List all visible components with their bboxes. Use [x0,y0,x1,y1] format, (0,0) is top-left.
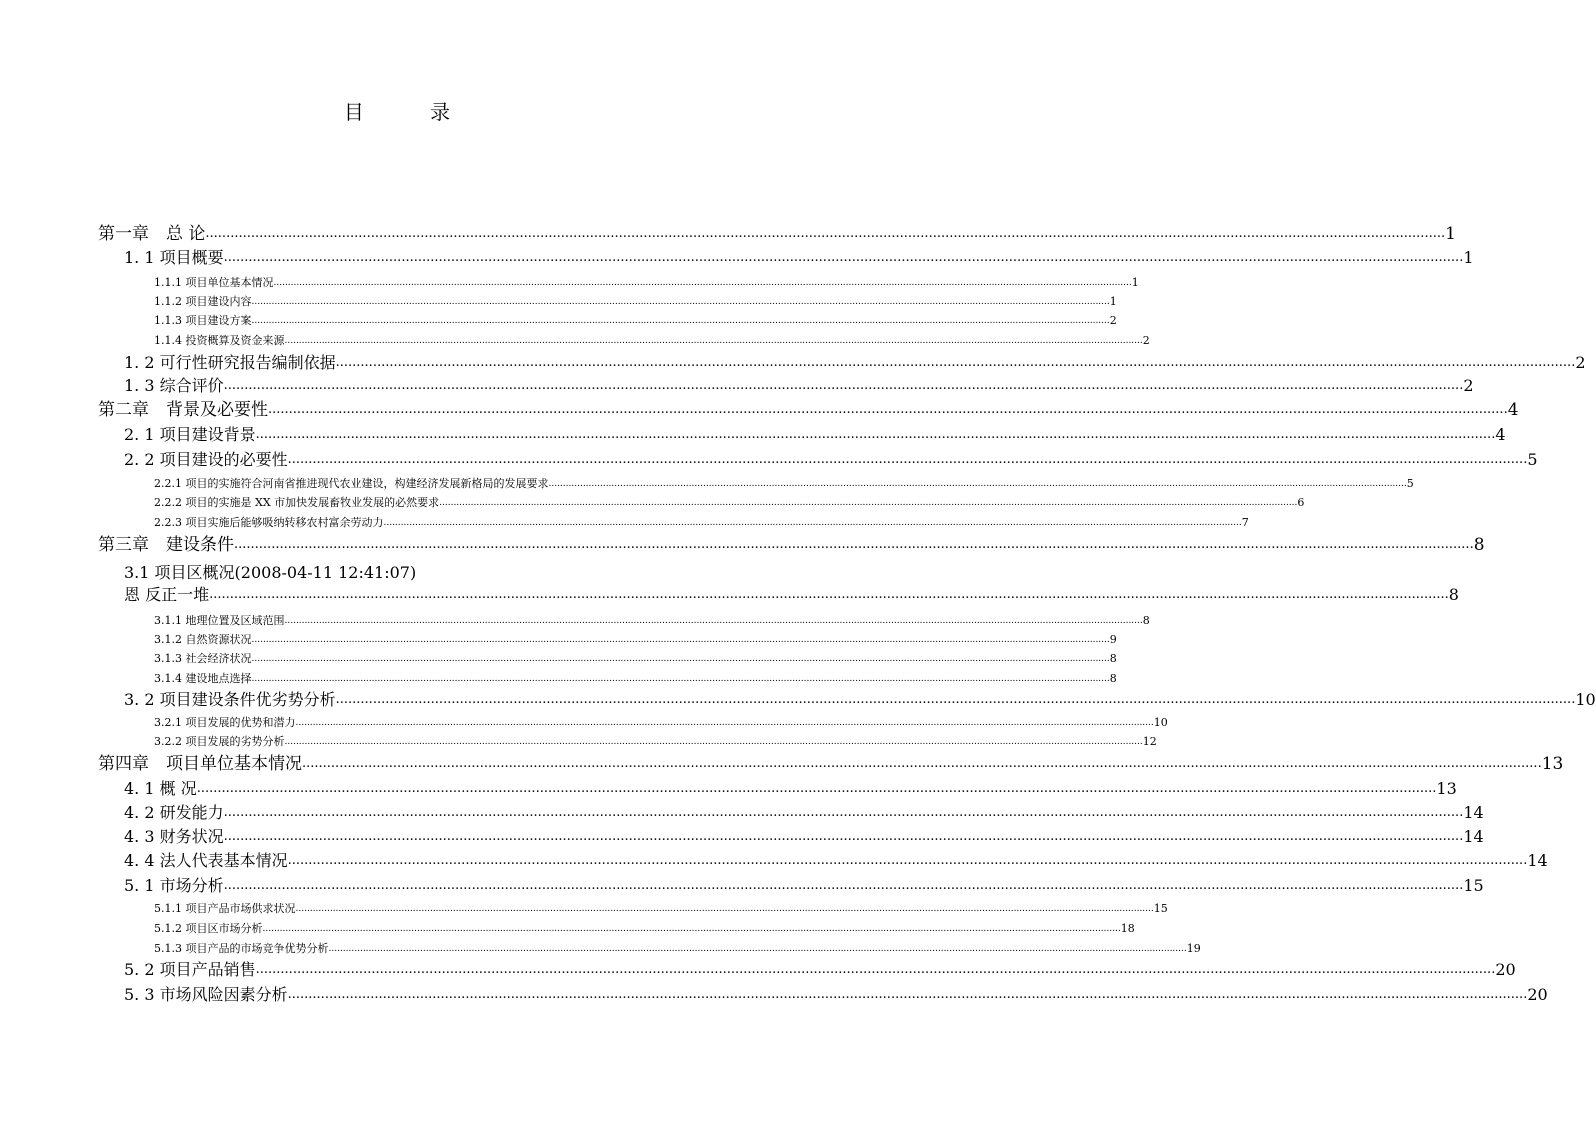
toc-entry[interactable] [154,334,1150,348]
toc-entry-page: 13 [1541,754,1564,774]
dot-leader: ............................................................................................................................................................................................................................................................................................................ [223,805,1464,820]
toc-entry[interactable] [154,516,1249,530]
toc-entry[interactable] [124,248,1474,268]
toc-entry-page: 1 [1445,224,1456,244]
dot-leader: ............................................................................................................................................................................................................................................................................................................ [439,498,1298,508]
toc-entry-label: 5. 3 市场风险因素分析 [124,985,288,1004]
toc-entry-label: 1.1.4 投资概算及资金来源 [154,334,285,347]
toc-entry[interactable] [124,585,1459,605]
toc-entry-page: 10 [1153,716,1168,729]
toc-entry[interactable] [124,827,1484,847]
toc-entry-label: 1.1.3 项目建设方案 [154,314,252,327]
toc-entry-page: 5 [1527,450,1538,469]
dot-leader: ............................................................................................................................................................................................................................................................................................................ [284,737,1143,747]
toc-entry-label: 5. 1 市场分析 [124,876,224,895]
toc-entry-label: 5.1.2 项目区市场分析 [154,922,263,935]
dot-leader: ............................................................................................................................................................................................................................................................................................................ [209,587,1449,602]
toc-entry[interactable] [124,450,1538,470]
toc-entry-page: 1 [1463,248,1474,267]
toc-entry-page: 8 [1109,652,1117,665]
toc-entry-page: 6 [1297,496,1305,509]
dot-leader: ............................................................................................................................................................................................................................................................................................................ [251,316,1110,326]
toc-entry-page: 8 [1473,535,1485,555]
toc-entry-label: 1. 2 可行性研究报告编制依据 [124,353,336,372]
toc-entry-label: 2.2.3 项目实施后能够吸纳转移农村富余劳动力 [154,516,384,529]
toc-entry-label: 3.1.4 建设地点选择 [154,672,252,685]
toc-entry-label: 5. 2 项目产品销售 [124,960,256,979]
toc-entry[interactable] [154,672,1117,686]
toc-entry-label: 5.1.1 项目产品市场供求状况 [154,902,296,915]
toc-entry-page: 2 [1463,376,1474,395]
toc-entry-label: 第三章 建设条件 [98,535,234,555]
toc-entry[interactable] [154,314,1117,328]
toc-entry-page: 8 [1448,585,1459,604]
toc-entry[interactable] [124,690,1596,710]
dot-leader: ............................................................................................................................................................................................................................................................................................................ [383,518,1242,528]
toc-entry-label: 1. 3 综合评价 [124,376,224,395]
toc-entry[interactable] [124,803,1484,823]
toc-entry-label: 3.2.1 项目发展的优势和潜力 [154,716,296,729]
dot-leader: ............................................................................................................................................................................................................................................................................................................ [295,904,1154,914]
dot-leader: ............................................................................................................................................................................................................................................................................................................ [548,479,1407,489]
toc-entry[interactable] [124,376,1474,396]
toc-entry[interactable] [154,902,1168,916]
toc-entry-label: 3.1.3 社会经济状况 [154,652,252,665]
toc-entry-page: 5 [1406,477,1414,490]
toc-entry[interactable] [98,224,1456,244]
toc-entry-page: 20 [1527,985,1548,1004]
toc-entry-page: 15 [1153,902,1168,915]
toc-entry-page: 19 [1186,942,1201,955]
toc-entry[interactable] [98,400,1519,420]
dot-leader: ............................................................................................................................................................................................................................................................................................................ [262,924,1121,934]
dot-leader: ............................................................................................................................................................................................................................................................................................................ [287,987,1528,1002]
dot-leader: ............................................................................................................................................................................................................................................................................................................ [295,718,1154,728]
dot-leader: ............................................................................................................................................................................................................................................................................................................ [268,402,1508,417]
toc-entry[interactable] [98,754,1564,774]
dot-leader: ............................................................................................................................................................................................................................................................................................................ [335,692,1576,707]
toc-entry-label: 4. 1 概 况 [124,779,197,798]
toc-entry[interactable] [154,633,1117,647]
dot-leader: ............................................................................................................................................................................................................................................................................................................ [251,297,1110,307]
toc-entry[interactable] [98,535,1485,555]
toc-entry-label: 3.1.1 地理位置及区域范围 [154,614,285,627]
toc-entry-page: 20 [1495,960,1516,979]
toc-entry[interactable] [154,276,1139,290]
toc-entry-label: 3.1 项目区概况(2008-04-11 12:41:07) [124,563,417,582]
toc-entry-page: 2 [1575,353,1586,372]
dot-leader: ............................................................................................................................................................................................................................................................................................................ [234,537,1474,552]
toc-entry-label: 第四章 项目单位基本情况 [98,754,302,774]
toc-entry-page: 8 [1142,614,1150,627]
toc-entry-page: 8 [1109,672,1117,685]
toc-entry-page: 4 [1507,400,1519,420]
toc-entry-page: 14 [1463,803,1484,822]
toc-entry[interactable] [154,295,1117,309]
toc-entry-label: 4. 3 财务状况 [124,827,224,846]
toc-entry[interactable] [124,560,416,583]
toc-entry[interactable] [124,851,1548,871]
toc-entry-page: 15 [1463,876,1484,895]
toc-entry-page: 2 [1142,334,1150,347]
dot-leader: ............................................................................................................................................................................................................................................................................................................ [223,829,1464,844]
toc-entry-label: 4. 4 法人代表基本情况 [124,851,288,870]
toc-entry[interactable] [154,477,1414,491]
toc-entry-page: 13 [1436,779,1457,798]
dot-leader: ............................................................................................................................................................................................................................................................................................................ [251,674,1110,684]
dot-leader: ............................................................................................................................................................................................................................................................................................................ [255,962,1496,977]
toc-entry[interactable] [124,985,1548,1005]
toc-entry-label: 2.2.2 项目的实施是 XX 市加快发展畜牧业发展的必然要求 [154,496,440,509]
toc-entry[interactable] [124,779,1457,799]
dot-leader: ............................................................................................................................................................................................................................................................................................................ [302,756,1542,771]
toc-entry[interactable] [154,614,1150,628]
toc-entry-page: 2 [1109,314,1117,327]
toc-entry-page: 18 [1120,922,1135,935]
toc-entry-label: 3. 2 项目建设条件优劣势分析 [124,690,336,709]
toc-entry-label: 第二章 背景及必要性 [98,400,268,420]
toc-entry[interactable] [124,353,1586,373]
toc-entry-label: 1.1.1 项目单位基本情况 [154,276,274,289]
toc-entry-label: 恩 反正一堆 [124,585,210,604]
dot-leader: ............................................................................................................................................................................................................................................................................................................ [328,944,1187,954]
toc-entry-page: 4 [1495,425,1506,444]
toc-entry-label: 2.2.1 项目的实施符合河南省推进现代农业建设，构建经济发展新格局的发展要求 [154,477,549,490]
toc-entry[interactable] [154,942,1201,956]
toc-entry-label: 4. 2 研发能力 [124,803,224,822]
dot-leader: ............................................................................................................................................................................................................................................................................................................ [196,781,1437,796]
toc-entry-page: 10 [1575,690,1596,709]
dot-leader: ............................................................................................................................................................................................................................................................................................................ [287,853,1528,868]
dot-leader: ............................................................................................................................................................................................................................................................................................................ [251,654,1110,664]
toc-entry-label: 5.1.3 项目产品的市场竞争优势分析 [154,942,329,955]
toc-entry[interactable] [154,716,1168,730]
dot-leader: ............................................................................................................................................................................................................................................................................................................ [251,635,1110,645]
toc-entry[interactable] [154,652,1117,666]
toc-entry-page: 14 [1527,851,1548,870]
dot-leader: ............................................................................................................................................................................................................................................................................................................ [273,278,1132,288]
page-title: 目 录 [343,100,481,124]
toc-entry-label: 1.1.2 项目建设内容 [154,295,252,308]
toc-entry-label: 3.2.2 项目发展的劣势分析 [154,735,285,748]
toc-entry[interactable] [124,425,1506,445]
toc-entry-page: 1 [1131,276,1139,289]
dot-leader: ............................................................................................................................................................................................................................................................................................................ [284,616,1143,626]
dot-leader: ............................................................................................................................................................................................................................................................................................................ [223,378,1464,393]
toc-entry-label: 2. 1 项目建设背景 [124,425,256,444]
toc-entry-page: 12 [1142,735,1157,748]
dot-leader: ............................................................................................................................................................................................................................................................................................................ [223,878,1464,893]
toc-entry-page: 9 [1109,633,1117,646]
toc-entry-label: 第一章 总 论 [98,224,206,244]
dot-leader: ............................................................................................................................................................................................................................................................................................................ [223,250,1464,265]
toc-entry[interactable] [124,960,1516,980]
dot-leader: ............................................................................................................................................................................................................................................................................................................ [205,226,1446,241]
toc-entry-label: 1. 1 项目概要 [124,248,224,267]
dot-leader: ............................................................................................................................................................................................................................................................................................................ [284,336,1143,346]
toc-entry-page: 7 [1241,516,1249,529]
dot-leader: ............................................................................................................................................................................................................................................................................................................ [335,355,1576,370]
toc-entry[interactable] [154,496,1305,510]
toc-entry[interactable] [154,735,1157,749]
toc-entry[interactable] [154,922,1135,936]
dot-leader: ............................................................................................................................................................................................................................................................................................................ [255,427,1496,442]
toc-entry-label: 3.1.2 自然资源状况 [154,633,252,646]
toc-entry[interactable] [124,876,1484,896]
toc-entry-label: 2. 2 项目建设的必要性 [124,450,288,469]
dot-leader: ............................................................................................................................................................................................................................................................................................................ [287,452,1528,467]
toc-entry-page: 14 [1463,827,1484,846]
toc-entry-page: 1 [1109,295,1117,308]
